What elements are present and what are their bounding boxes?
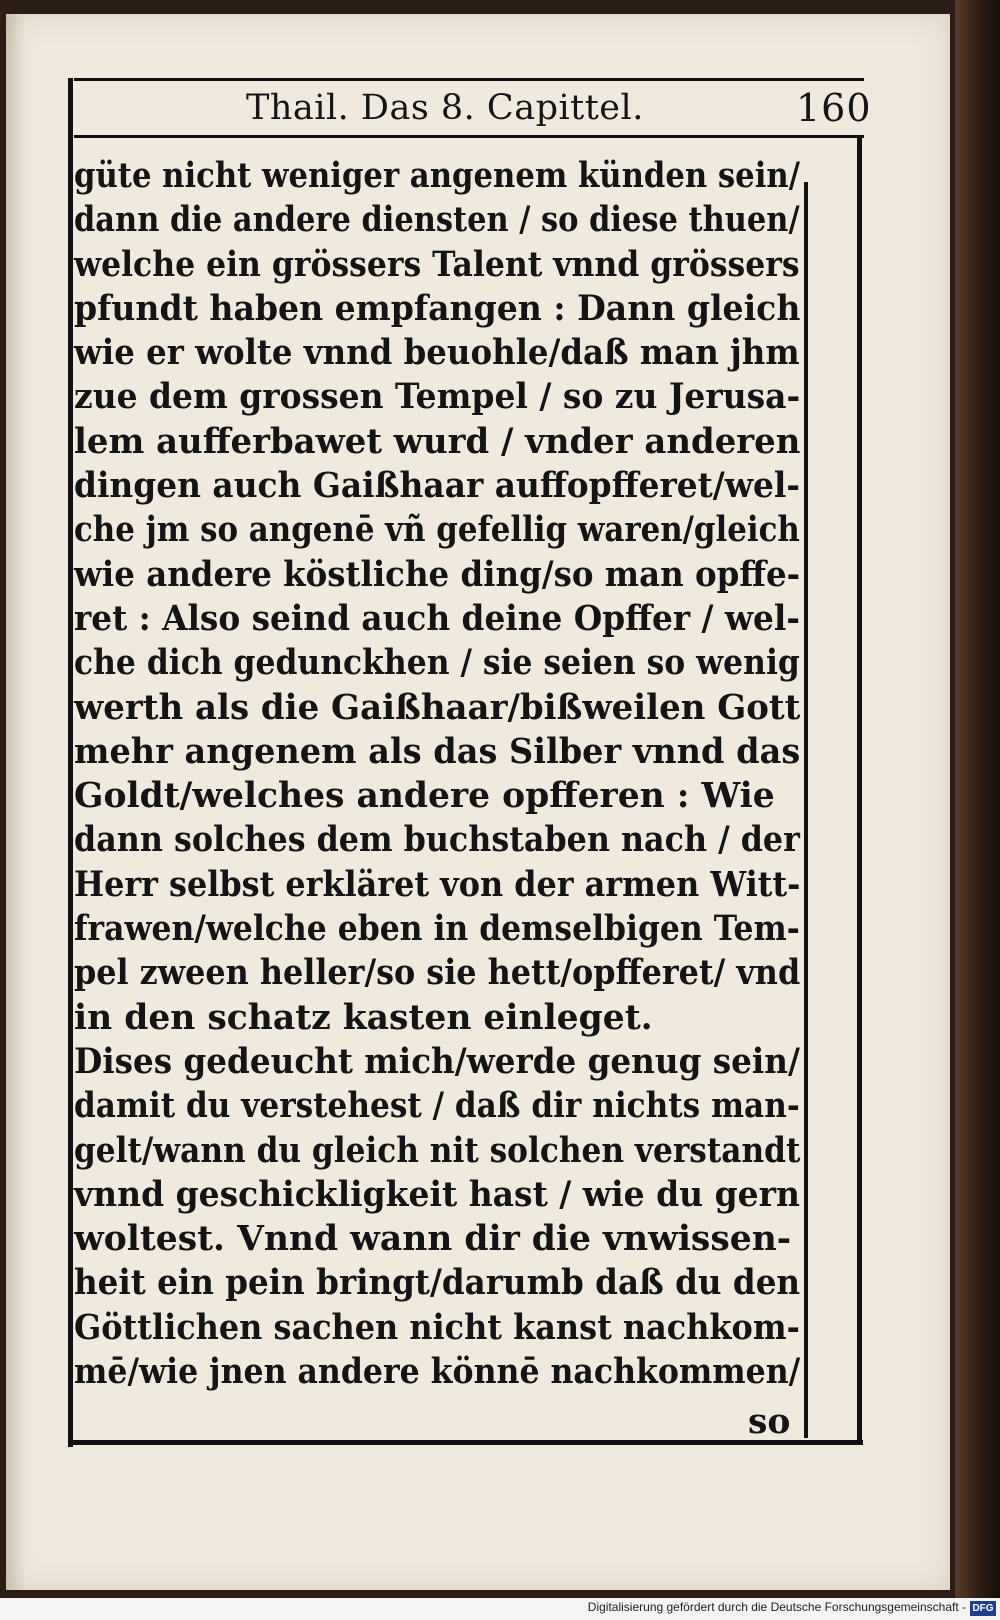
text-line: pfundt haben empfangen : Dann gleich — [74, 288, 801, 329]
book-page — [6, 14, 950, 1590]
header-rule-bottom — [74, 135, 864, 138]
catchword: so — [748, 1402, 791, 1442]
text-line: che dich gedunckhen / sie seien so wenig — [74, 643, 800, 684]
header-rule-top — [74, 78, 864, 81]
text-line: Goldt/welches andere opfferen : Wie — [74, 776, 775, 817]
running-head — [76, 86, 872, 134]
body-text — [74, 154, 800, 1394]
text-line: zue dem grossen Tempel / so zu Jerusa- — [74, 377, 801, 418]
text-line: werth als die Gaißhaar/bißweilen Gott — [74, 687, 801, 728]
text-line: güte nicht weniger angenem künden sein/ — [74, 156, 800, 196]
frame-rule-inner — [804, 182, 808, 1438]
text-line: mē/wie jnen andere könnē nachkommen/ — [74, 1352, 801, 1393]
text-line: heit ein pein bringt/darumb daß du den — [74, 1263, 801, 1304]
dfg-logo-badge: DFG — [970, 1601, 996, 1616]
text-line: lem aufferbawet wurd / vnder anderen — [74, 421, 801, 462]
text-line: mehr angenem als das Silber vnnd das — [74, 731, 801, 772]
text-line: damit du verstehest / daß dir nichts man- — [74, 1086, 800, 1127]
text-line: pel zween heller/so sie hett/opfferet/ vnd — [74, 953, 801, 994]
frame-rule-left — [68, 78, 73, 1447]
text-line: Dises gedeucht mich/werde genug sein/ — [74, 1041, 800, 1082]
text-line: wie er wolte vnnd beuohle/daß man jhm — [74, 333, 800, 374]
text-line: Herr selbst erkläret von der armen Witt- — [74, 864, 801, 905]
text-line: gelt/wann du gleich nit solchen verstandt — [74, 1130, 801, 1171]
text-line: frawen/welche eben in demselbigen Tem- — [74, 909, 800, 950]
scan-background-edge — [955, 0, 1000, 1620]
text-line: dingen auch Gaißhaar auffopfferet/wel- — [74, 466, 801, 507]
text-line: welche ein grössers Talent vnnd grössers — [74, 244, 800, 285]
text-line: ret : Also seind auch deine Opffer / wel- — [74, 598, 800, 639]
text-line: che jm so angenē vñ gefellig waren/gleich — [74, 510, 800, 551]
frame-rule-right — [857, 138, 862, 1445]
text-line: woltest. Vnnd wann dir die vnwissen- — [74, 1219, 792, 1260]
text-line: dann die andere diensten / so diese thuen/ — [74, 200, 800, 241]
page-number: 160 — [796, 86, 872, 130]
text-line: in den schatz kasten einleget. — [74, 997, 653, 1038]
text-line: wie andere köstliche ding/so man opffe- — [74, 554, 801, 595]
text-line: dann solches dem buchstaben nach / der — [74, 820, 800, 861]
frame-rule-bottom — [68, 1440, 863, 1445]
digitization-credit: Digitalisierung gefördert durch die Deutsche Forschungsgemeinschaft - — [587, 1600, 966, 1614]
text-line: Göttlichen sachen nicht kanst nachkom- — [74, 1307, 800, 1348]
running-title: Thail. Das 8. Capittel. — [246, 88, 644, 128]
text-line: vnnd geschickligkeit hast / wie du gern — [74, 1174, 800, 1215]
